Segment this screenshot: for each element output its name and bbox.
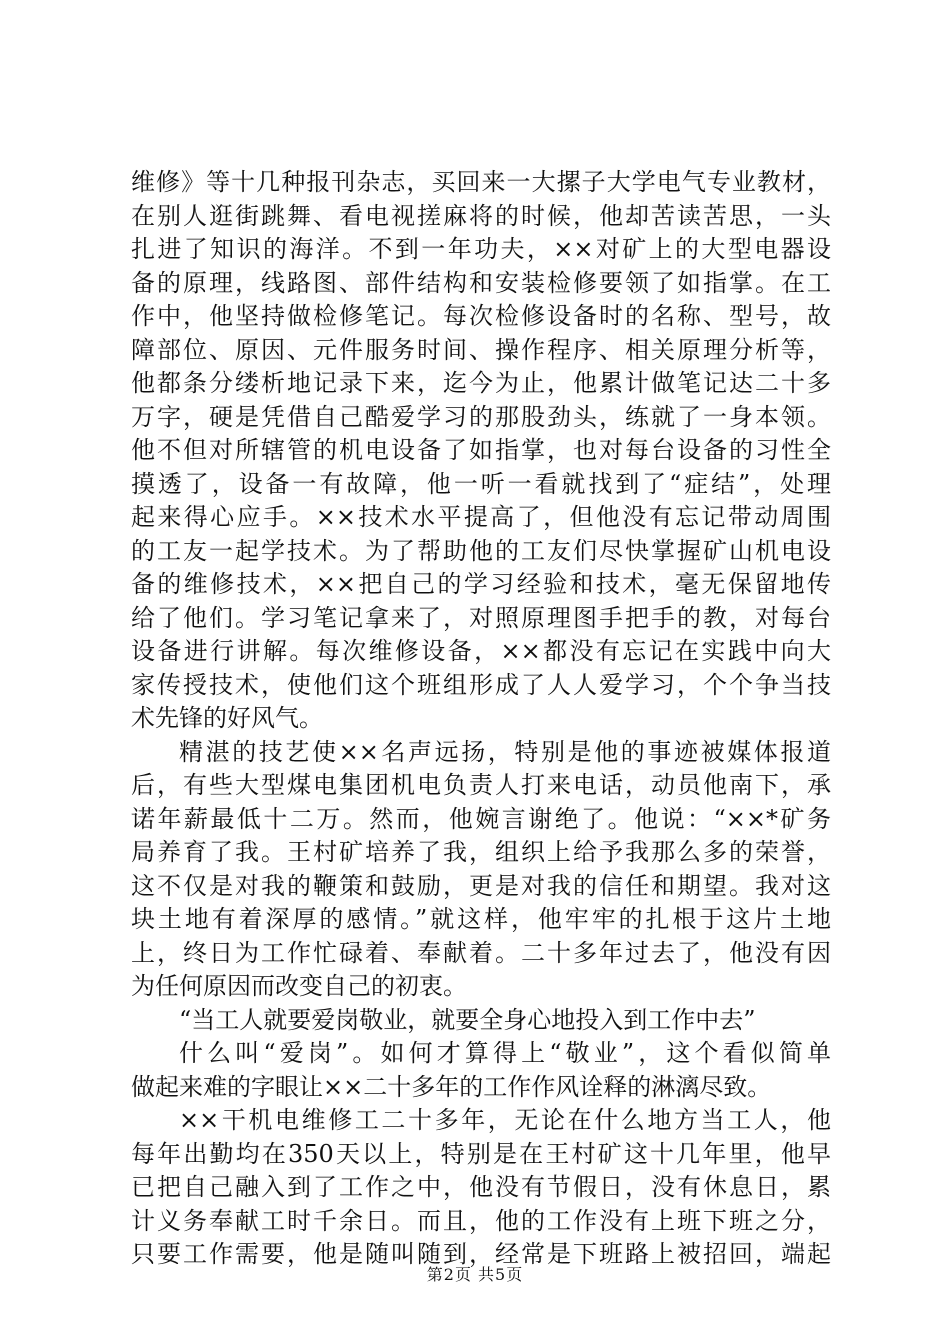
text-line: 他不但对所辖管的机电设备了如指掌，也对每台设备的习性全 [131, 436, 831, 464]
text-line: 块土地有着深厚的感情。”就这样，他牢牢的扎根于这片土地 [131, 905, 831, 933]
text-line: 诺年薪最低十二万。然而，他婉言谢绝了。他说：“××*矿务 [131, 804, 831, 833]
text-line: 家传授技术，使他们这个班组形成了人人爱学习，个个争当技 [131, 670, 831, 699]
text-line: 作中，他坚持做检修笔记。每次检修设备时的名称、型号，故 [131, 302, 831, 330]
text-line: ××干机电维修工二十多年，无论在什么地方当工人，他 [179, 1106, 831, 1134]
text-line: 设备进行讲解。每次维修设备，××都没有忘记在实践中向大 [131, 637, 831, 665]
text-line: 他都条分缕析地记录下来，迄今为止，他累计做笔记达二十多 [131, 369, 831, 397]
text-line: 做起来难的字眼让××二十多年的工作作风诠释的淋漓尽致。 [131, 1072, 772, 1101]
document-body [131, 166, 831, 1272]
text-line: 这不仅是对我的鞭策和鼓励，更是对我的信任和期望。我对这 [131, 871, 831, 900]
text-line: 每年出勤均在350天以上，特别是在王村矿这十几年里，他早 [131, 1139, 831, 1168]
paragraph [131, 736, 831, 1004]
page-number-footer: 第2页 共5页 [426, 1265, 524, 1284]
text-line: 起来得心应手。××技术水平提高了，但他没有忘记带动周围 [131, 503, 831, 531]
text-line: 万字，硬是凭借自己酷爱学习的那股劲头，练就了一身本领。 [131, 402, 831, 431]
text-line: 摸透了，设备一有故障，他一听一看就找到了“症结”，处理 [131, 469, 831, 498]
text-line: 已把自己融入到了工作之中，他没有节假日，没有休息日，累 [131, 1173, 831, 1201]
text-line: 精湛的技艺使××名声远扬，特别是他的事迹被媒体报道 [179, 737, 831, 766]
text-line: 的工友一起学技术。为了帮助他的工友们尽快掌握矿山机电设 [131, 536, 831, 565]
text-line: 扎进了知识的海洋。不到一年功夫，××对矿上的大型电器设 [131, 235, 831, 263]
section-heading [131, 1004, 831, 1038]
text-line: 计义务奉献工时千余日。而且，他的工作没有上班下班之分， [131, 1206, 831, 1235]
text-line: 为任何原因而改变自己的初衷。 [131, 972, 467, 1000]
text-line: 备的维修技术，××把自己的学习经验和技术，毫无保留地传 [131, 570, 831, 598]
text-line: 什么叫“爱岗”。如何才算得上“敬业”，这个看似简单 [179, 1039, 831, 1067]
paragraph [131, 1037, 831, 1104]
paragraph [131, 1104, 831, 1272]
text-line: 上，终日为工作忙碌着、奉献着。二十多年过去了，他没有因 [131, 938, 831, 967]
text-line: 只要工作需要，他是随叫随到，经常是下班路上被招回，端起 [131, 1240, 831, 1268]
text-line: 后，有些大型煤电集团机电负责人打来电话，动员他南下，承 [131, 771, 831, 799]
text-line: 给了他们。学习笔记拿来了，对照原理图手把手的教，对每台 [131, 603, 831, 632]
text-line: 维修》等十几种报刊杂志，买回来一大摞子大学电气专业教材， [131, 168, 831, 196]
text-line: 局养育了我。王村矿培养了我，组织上给予我那么多的荣誉， [131, 838, 831, 866]
text-line: 备的原理，线路图、部件结构和安装检修要领了如指掌。在工 [131, 268, 831, 297]
text-line: 术先锋的好风气。 [131, 704, 323, 732]
text-line: “当工人就要爱岗敬业，就要全身心地投入到工作中去” [179, 1005, 756, 1034]
text-line: 在别人逛街跳舞、看电视搓麻将的时候，他却苦读苦思，一头 [131, 201, 831, 230]
text-line: 障部位、原因、元件服务时间、操作程序、相关原理分析等， [131, 335, 831, 364]
paragraph [131, 166, 831, 736]
